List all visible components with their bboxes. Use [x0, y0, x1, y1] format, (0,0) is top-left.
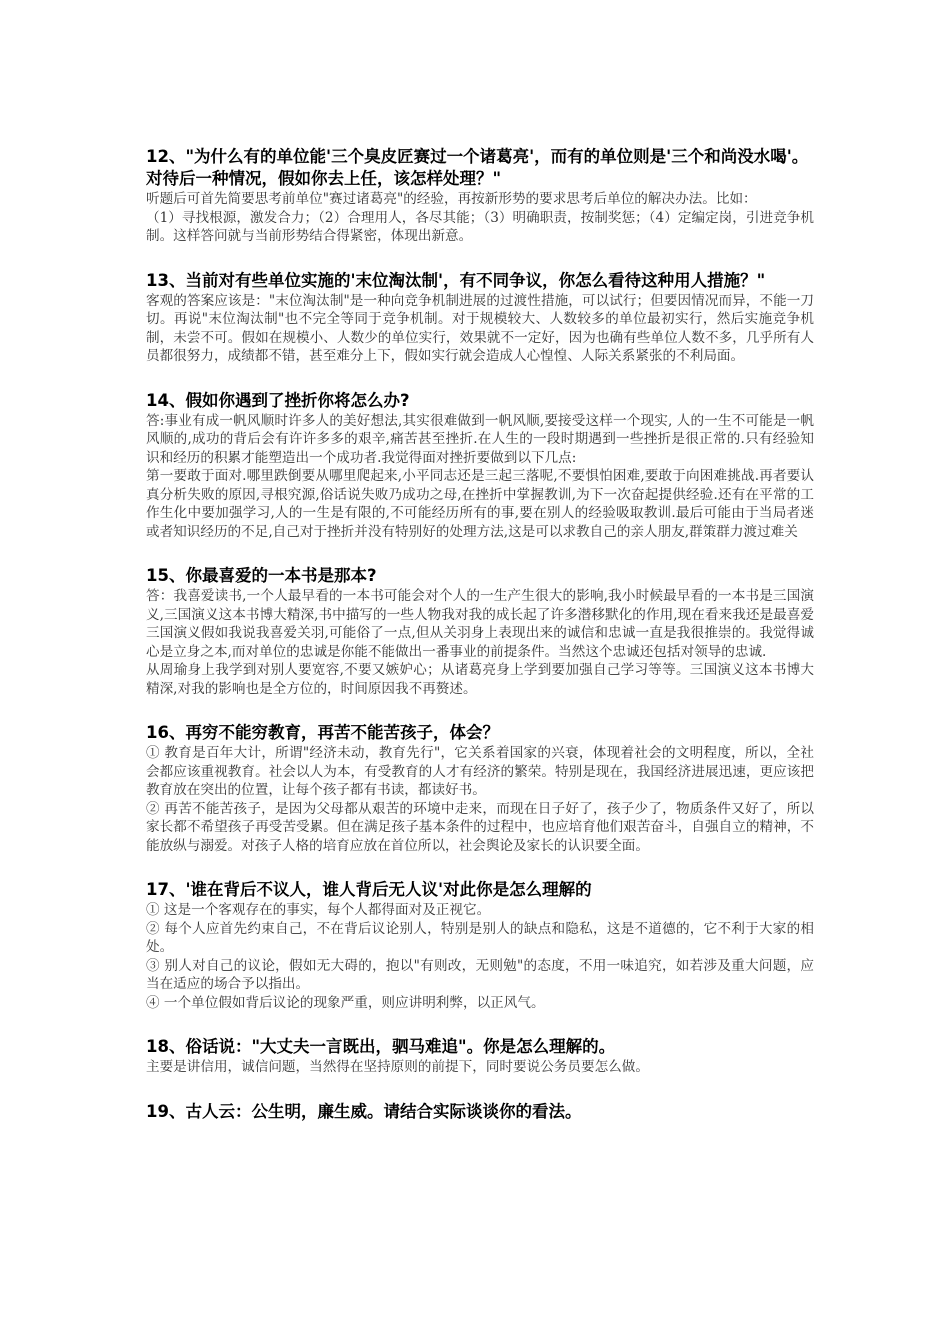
question-12-section [146, 146, 814, 246]
answer-17-paragraph-3: ③ 别人对自己的议论，假如无大碍的，抱以"有则改，无则勉"的态度，不用一味追究，如若涉及重大问题，应当在适应的场合予以指出。 [146, 957, 814, 992]
answer-16-paragraph-2: ② 再苦不能苦孩子，是因为父母都从艰苦的环境中走来，而现在日子好了，孩子少了，物质条件又好了，所以家长都不希望孩子再受苦受累。但在满足孩子基本条件的过程中，也应培育他们艰苦奋斗，自强自立的精神，不能放纵与溺爱。对孩子人格的培育应放在首位所以，社会舆论及家长的认识要全面。 [146, 800, 814, 854]
question-18-section [146, 1036, 814, 1077]
answer-13-paragraph-1: 客观的答案应该是："末位淘汰制"是一种向竞争机制进展的过渡性措施，可以试行；但要因情况而异，不能一刀切。再说"末位淘汰制"也不完全等同于竞争机制。对于规模较大、人数较多的单位最初实行，然后实施竞争机制，未尝不可。假如在规模小、人数少的单位实行，效果就不一定好，因为也确有些单位人数不多，几乎所有人员都很努力，成绩都不错，甚至难分上下，假如实行就会造成人心惶惶、人际关系紧张的不利局面。 [146, 292, 814, 364]
answer-15-paragraph-1: 答：我喜爱读书,一个人最早看的一本书可能会对个人的一生产生很大的影响,我小时候最早看的一本书是三国演义,三国演义这本书博大精深,书中描写的一些人物我对我的成长起了许多潜移默化的作用,现在看来我还是最喜爱三国演义假如我说我喜爱关羽,可能俗了一点,但从关羽身上表现出来的诚信和忠诚一直是我很推崇的。我觉得诚心是立身之本,而对单位的忠诚是你能不能做出一番事业的前提条件。当然这个忠诚还包括对领导的忠诚. [146, 588, 814, 660]
answer-14-paragraph-1: 答:事业有成一帆风顺时许多人的美好想法,其实很难做到一帆风顺,要接受这样一个现实, 人的一生不可能是一帆风顺的,成功的背后会有许许多多的艰辛,痛苦甚至挫折.在人生的一段时期遇到一些挫折是很正常的.只有经验知识和经历的积累才能塑造出一个成功者.我觉得面对挫折要做到以下几点: [146, 412, 814, 466]
question-14-heading: 14、假如你遇到了挫折你将怎么办? [146, 390, 410, 410]
answer-14-paragraph-2: 第一要敢于面对.哪里跌倒要从哪里爬起来,小平同志还是三起三落呢,不要惧怕困难,要敢于向困难挑战.再者要认真分析失败的原因,寻根究源,俗话说失败乃成功之母,在挫折中掌握教训,为下一次奋起提供经验.还有在平常的工作生化中要加强学习,人的一生是有限的,不可能经历所有的事,要在别人的经验吸取教训.最后可能由于当局者迷或者知识经历的不足,自己对于挫折并没有特别好的处理方法,这是可以求教自己的亲人朋友,群策群力渡过难关 [146, 468, 814, 540]
question-13-section [146, 270, 814, 366]
answer-17-paragraph-2: ② 每个人应首先约束自己，不在背后议论别人，特别是别人的缺点和隐私，这是不道德的，它不利于大家的相处。 [146, 920, 814, 955]
answer-18-paragraph-1: 主要是讲信用，诚信问题，当然得在坚持原则的前提下，同时要说公务员要怎么做。 [146, 1059, 649, 1075]
answer-17-paragraph-4: ④ 一个单位假如背后议论的现象严重，则应讲明利弊，以正风气。 [146, 994, 545, 1011]
question-14-section [146, 390, 814, 542]
question-19-heading: 19、古人云：公生明，廉生威。请结合实际谈谈你的看法。 [146, 1101, 582, 1121]
question-15-section [146, 565, 814, 698]
question-18-heading: 18、俗话说："大丈夫一言既出，驷马难追"。你是怎么理解的。 [146, 1037, 616, 1056]
answer-12-paragraph-2: （1）寻找根源，激发合力；（2）合理用人，各尽其能；（3）明确职责，按制奖惩；（4）定编定岗，引进竞争机制。这样答问就与当前形势结合得紧密，体现出新意。 [146, 209, 814, 244]
question-17-heading: 17、'谁在背后不议人，谁人背后无人议'对此你是怎么理解的 [146, 880, 592, 899]
answer-12-paragraph-1: 听题后可首先简要思考前单位"赛过诸葛亮"的经验，再按新形势的要求思考后单位的解决办法。比如： [146, 191, 757, 207]
question-16-section [146, 722, 814, 855]
document-page [146, 146, 814, 1123]
answer-15-paragraph-2: 从周瑜身上我学到对别人要宽容,不要又嫉妒心；从诸葛亮身上学到要加强自己学习等等。三国演义这本书博大精深,对我的影响也是全方位的，时间原因我不再赘述。 [146, 662, 814, 697]
answer-16-paragraph-1: ① 教育是百年大计，所谓"经济未动，教育先行"，它关系着国家的兴衰，体现着社会的文明程度，所以，全社会都应该重视教育。社会以人为本，有受教育的人才有经济的繁荣。特别是现在，我国经济进展迅速，更应该把教育放在突出的位置，让每个孩子都有书读，都读好书。 [146, 745, 814, 798]
question-15-heading: 15、你最喜爱的一本书是那本? [146, 566, 377, 585]
question-19-section [146, 1101, 814, 1123]
question-13-heading: 13、当前对有些单位实施的'末位淘汰制'，有不同争议，你怎么看待这种用人措施？" [146, 270, 766, 290]
question-16-heading: 16、再穷不能穷教育，再苦不能苦孩子，体会？ [146, 723, 499, 742]
answer-17-paragraph-1: ① 这是一个客观存在的事实，每个人都得面对及正视它。 [146, 902, 491, 918]
question-12-heading: 12、"为什么有的单位能'三个臭皮匠赛过一个诸葛亮'，而有的单位则是'三个和尚没水喝'。对待后一种情况，假如你去上任，该怎样处理？" [146, 147, 809, 188]
question-17-section [146, 879, 814, 1012]
